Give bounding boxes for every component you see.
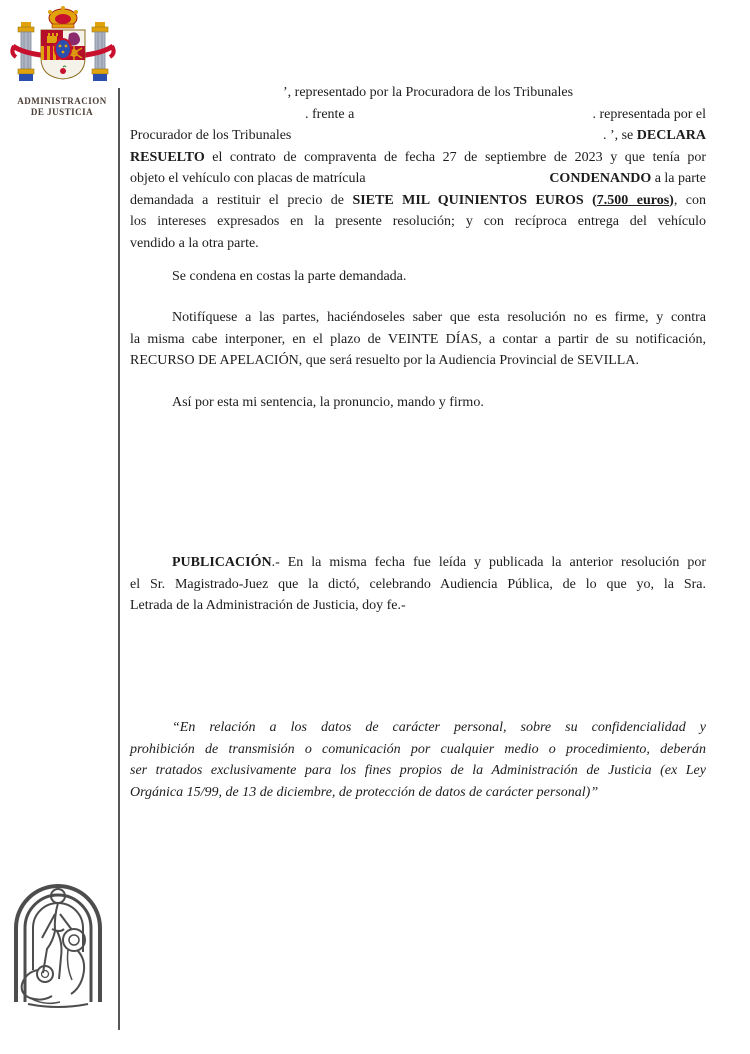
org-name [0, 96, 124, 118]
text-segment: el contrato de compraventa de fecha 27 de septiembre de 2023 y que tenía por [204, 149, 706, 165]
text-segment: demandada a restituir el precio de [130, 192, 353, 208]
condenando-bold-segment: CONDENANDO [549, 171, 652, 186]
doc-line [130, 190, 706, 212]
doc-line: prohibición de transmisión o comunicación por cualquier medio o procedimiento, deberán [130, 741, 706, 757]
text-segment: . ’, se [602, 128, 637, 143]
org-name-line2: DE JUSTICIA [30, 107, 94, 117]
doc-line [130, 125, 706, 147]
amount-figure-underlined-segment: 7.500 euros [596, 192, 670, 208]
resuelto-bold-segment: RESUELTO [130, 149, 205, 165]
amount-words-bold-segment: SIETE MIL QUINIENTOS EUROS [352, 192, 584, 208]
text-segment: ( [583, 192, 597, 208]
junta-de-andalucia-icon [8, 852, 108, 1014]
paragraph-recurso [130, 307, 706, 372]
doc-line: ser tratados exclusivamente para los fines propios de la Administración de Justicia (ex Ley [130, 763, 706, 778]
doc-line: ’, representado por la Procuradora de los Tribunales [283, 85, 574, 100]
paragraph-costas: Se condena en costas la parte demandada. [172, 269, 407, 284]
text-segment: Procurador de los Tribunales [130, 128, 292, 143]
margin-separator-rule [118, 88, 120, 1030]
paragraph-publicacion [130, 552, 706, 617]
text-segment: objeto el vehículo con placas de matrícula [130, 171, 366, 186]
doc-line: Orgánica 15/99, de 13 de diciembre, de protección de datos de carácter personal)” [130, 784, 599, 800]
paragraph-proteccion-datos [130, 717, 706, 803]
doc-line: RECURSO DE APELACIÓN, que será resuelto por la Audiencia Provincial de SEVILLA. [130, 353, 639, 368]
doc-line [130, 147, 706, 169]
text-segment: . frente a [305, 106, 355, 122]
publicacion-bold-segment: PUBLICACIÓN [172, 555, 272, 570]
doc-line [130, 168, 706, 190]
doc-line: vendido a la otra parte. [130, 235, 259, 251]
doc-line: el Sr. Magistrado-Juez que la dictó, celebrando Audiencia Pública, de lo que yo, la Sra. [130, 576, 706, 592]
doc-line: los intereses expresados en la presente resolución; y con recíproca entrega del vehículo [130, 214, 706, 229]
doc-line: Notifíquese a las partes, haciéndoseles saber que esta resolución no es firme, y contra [172, 310, 706, 325]
text-segment: .- En la misma fecha fue leída y publicada la anterior resolución por [271, 555, 706, 570]
text-segment: , con [673, 192, 706, 208]
doc-line: la misma cabe interponer, en el plazo de VEINTE DÍAS, a contar a partir de su notificación, [130, 331, 706, 347]
doc-line: Letrada de la Administración de Justicia, doy fe.- [130, 598, 406, 613]
text-segment [549, 168, 706, 190]
text-segment: ) [669, 192, 674, 208]
text-segment: . representada por el [592, 106, 706, 122]
doc-line: “En relación a los datos de carácter personal, sobre su confidencialidad y [172, 720, 706, 735]
doc-line [130, 104, 706, 126]
org-name-line1: ADMINISTRACION [17, 96, 107, 106]
paragraph-firma: Así por esta mi sentencia, la pronuncio, mando y firmo. [172, 395, 484, 410]
paragraph-fallo [130, 82, 706, 254]
doc-line [130, 552, 706, 574]
text-segment: a la parte [651, 171, 706, 186]
declara-bold-segment: DECLARA [636, 128, 706, 143]
text-segment [603, 125, 706, 147]
spain-coat-of-arms-icon [10, 4, 116, 94]
